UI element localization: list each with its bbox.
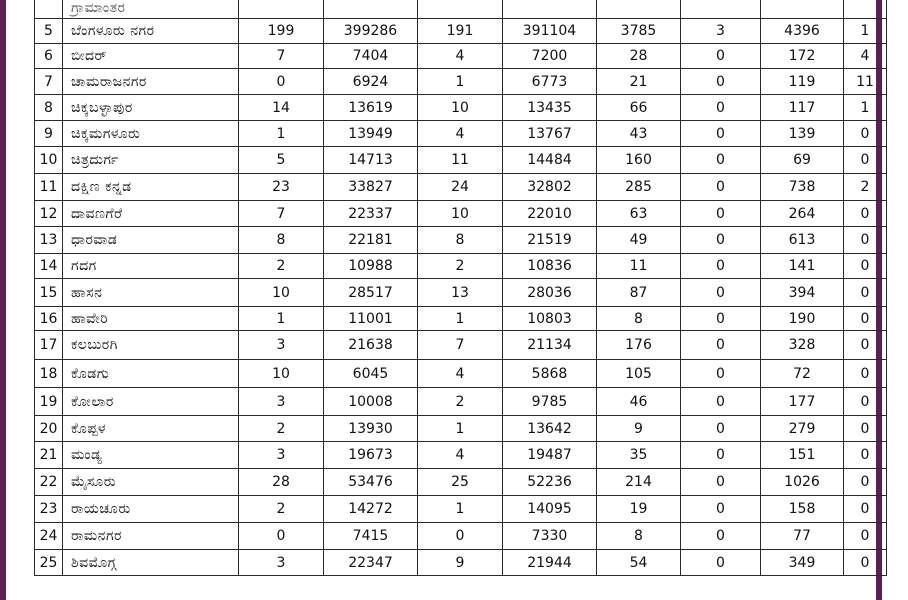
cell-col-3: 1 xyxy=(418,307,503,331)
cell-col-3: 4 xyxy=(418,442,503,469)
cell-col-6: 0 xyxy=(681,416,761,442)
cell-col-1: 28 xyxy=(239,469,324,496)
table-row xyxy=(35,388,887,416)
cell-col-1: 2 xyxy=(239,416,324,442)
cell-district: ಚಿತ್ರದುರ್ಗ xyxy=(63,147,239,174)
cell-col-2: 7415 xyxy=(324,523,418,550)
cell-col-2: 13949 xyxy=(324,121,418,147)
cell-col-5: 54 xyxy=(597,550,681,576)
cell-col-1: 23 xyxy=(239,174,324,201)
cell-col-1: 3 xyxy=(239,331,324,360)
cell-col-4: 7200 xyxy=(503,44,597,69)
cell-col-3: 11 xyxy=(418,147,503,174)
cell-col-8: 0 xyxy=(844,496,887,523)
table-row xyxy=(35,550,887,576)
table-row xyxy=(35,147,887,174)
cell-col-2: 399286 xyxy=(324,19,418,44)
cell-col-6: 0 xyxy=(681,227,761,254)
cell-district: ಬೀದರ್ xyxy=(63,44,239,69)
cell-col-5: 9 xyxy=(597,416,681,442)
cell-col-3: 25 xyxy=(418,469,503,496)
table-row xyxy=(35,279,887,307)
cell-col-3: 8 xyxy=(418,227,503,254)
cell-col-8: 0 xyxy=(844,360,887,388)
cell-col-7: 151 xyxy=(761,442,844,469)
cell-col-8: 0 xyxy=(844,550,887,576)
cell-col-3: 4 xyxy=(418,44,503,69)
cell-col-8: 0 xyxy=(844,331,887,360)
cell-col-4: 14484 xyxy=(503,147,597,174)
cell-col-5: 3785 xyxy=(597,19,681,44)
cell-district: ಹಾವೇರಿ xyxy=(63,307,239,331)
cell-col-7: 613 xyxy=(761,227,844,254)
cell-no: 25 xyxy=(35,550,63,576)
cell-col-2: 22347 xyxy=(324,550,418,576)
cell-col-7: 119 xyxy=(761,69,844,95)
cell-col-8: 0 xyxy=(844,279,887,307)
cell-col-5: 160 xyxy=(597,147,681,174)
cell-col-8: 0 xyxy=(844,121,887,147)
cell-district: ಕಲಬುರಗಿ xyxy=(63,331,239,360)
cell-col-1: 2 xyxy=(239,496,324,523)
cell-no: 22 xyxy=(35,469,63,496)
cell-col-2: 7404 xyxy=(324,44,418,69)
cell-district: ಬೆಂಗಳೂರು ನಗರ xyxy=(63,19,239,44)
table-row xyxy=(35,469,887,496)
table-row xyxy=(35,254,887,279)
table-row xyxy=(35,307,887,331)
cell-col-2: 6045 xyxy=(324,360,418,388)
cell-col-7: 4396 xyxy=(761,19,844,44)
cell-district: ರಾಯಚೂರು xyxy=(63,496,239,523)
cell-no: 13 xyxy=(35,227,63,254)
cell-col-5: 35 xyxy=(597,442,681,469)
cell-district: ಚಾಮರಾಜನಗರ xyxy=(63,69,239,95)
cell-col-7: 117 xyxy=(761,95,844,121)
cell-col-3: 24 xyxy=(418,174,503,201)
cell-col-4: 9785 xyxy=(503,388,597,416)
cell-col-1: 3 xyxy=(239,388,324,416)
cell-district: ಗ್ರಾಮಾಂತರ xyxy=(63,0,239,19)
cell-col-6: 0 xyxy=(681,147,761,174)
cell-no: 10 xyxy=(35,147,63,174)
cell-district: ಧಾರವಾಡ xyxy=(63,227,239,254)
table-row xyxy=(35,69,887,95)
cell-no: 18 xyxy=(35,360,63,388)
cell-district: ರಾಮನಗರ xyxy=(63,523,239,550)
cell-no: 16 xyxy=(35,307,63,331)
cell-district: ಕೊಪ್ಪಳ xyxy=(63,416,239,442)
cell-col-7: 1026 xyxy=(761,469,844,496)
cell-col-6: 0 xyxy=(681,496,761,523)
cell-district: ದಕ್ಷಿಣ ಕನ್ನಡ xyxy=(63,174,239,201)
cell-col-1: 10 xyxy=(239,360,324,388)
cell-no: 5 xyxy=(35,19,63,44)
cell-col-4: 10836 xyxy=(503,254,597,279)
cell-col-4: 391104 xyxy=(503,19,597,44)
cell-col-2: 19673 xyxy=(324,442,418,469)
cell-col-7: 328 xyxy=(761,331,844,360)
cell-district: ದಾವಣಗೆರೆ xyxy=(63,201,239,227)
cell-col-3: 1 xyxy=(418,416,503,442)
cell-no: 8 xyxy=(35,95,63,121)
table-row xyxy=(35,227,887,254)
cell-col-7: 190 xyxy=(761,307,844,331)
cell-col-7: 158 xyxy=(761,496,844,523)
cell-col-8: 0 xyxy=(844,307,887,331)
cell-col-5: 8 xyxy=(597,307,681,331)
cell-no: 19 xyxy=(35,388,63,416)
cell-col-1: 1 xyxy=(239,307,324,331)
cell-no: 17 xyxy=(35,331,63,360)
cell-col-1: 5 xyxy=(239,147,324,174)
cell-col-6: 0 xyxy=(681,307,761,331)
cell-col-5: 285 xyxy=(597,174,681,201)
cell-no xyxy=(35,0,63,19)
cell-col-3: 13 xyxy=(418,279,503,307)
cell-col-6: 0 xyxy=(681,44,761,69)
cell-district: ಕೊಡಗು xyxy=(63,360,239,388)
cell-col-2: 33827 xyxy=(324,174,418,201)
cell-col-8: 11 xyxy=(844,69,887,95)
cell-col-2: 14713 xyxy=(324,147,418,174)
cell-col-1: 0 xyxy=(239,69,324,95)
cell-col-1: 3 xyxy=(239,442,324,469)
cell-district: ಶಿವಮೊಗ್ಗ xyxy=(63,550,239,576)
cell-col-6: 0 xyxy=(681,254,761,279)
cell-col-4: 6773 xyxy=(503,69,597,95)
cell-col-8: 0 xyxy=(844,416,887,442)
cell-col-3: 10 xyxy=(418,201,503,227)
cell-col-7: 139 xyxy=(761,121,844,147)
cell-col-6: 0 xyxy=(681,523,761,550)
cell-col-5: 21 xyxy=(597,69,681,95)
table-row-partial xyxy=(35,0,887,19)
cell-col-5: 63 xyxy=(597,201,681,227)
cell-no: 12 xyxy=(35,201,63,227)
cell-no: 11 xyxy=(35,174,63,201)
cell-col-7: 349 xyxy=(761,550,844,576)
cell-col-2: 10988 xyxy=(324,254,418,279)
cell-col-3: 7 xyxy=(418,331,503,360)
cell-col-5: 28 xyxy=(597,44,681,69)
cell-col-6: 0 xyxy=(681,550,761,576)
cell-district: ಕೋಲಾರ xyxy=(63,388,239,416)
district-stats-table-container xyxy=(34,0,874,576)
cell-col-8: 0 xyxy=(844,227,887,254)
cell-col-4: 7330 xyxy=(503,523,597,550)
cell-col-1: 1 xyxy=(239,121,324,147)
cell-col-7: 172 xyxy=(761,44,844,69)
cell-col-6: 0 xyxy=(681,201,761,227)
cell-col-8: 0 xyxy=(844,147,887,174)
cell-col-4: 22010 xyxy=(503,201,597,227)
cell-col-4: 21944 xyxy=(503,550,597,576)
cell-col-5: 19 xyxy=(597,496,681,523)
cell-no: 23 xyxy=(35,496,63,523)
cell-no: 6 xyxy=(35,44,63,69)
cell-col-8: 0 xyxy=(844,442,887,469)
cell-col-2: 53476 xyxy=(324,469,418,496)
cell-district: ಚಿಕ್ಕಮಗಳೂರು xyxy=(63,121,239,147)
cell-col-3: 191 xyxy=(418,19,503,44)
cell-col-3: 9 xyxy=(418,550,503,576)
cell-col-6: 3 xyxy=(681,19,761,44)
cell-col-6: 0 xyxy=(681,95,761,121)
cell-col-5: 105 xyxy=(597,360,681,388)
cell-col-1: 0 xyxy=(239,523,324,550)
cell-district: ಮೈಸೂರು xyxy=(63,469,239,496)
table-row xyxy=(35,44,887,69)
cell-col-6: 0 xyxy=(681,388,761,416)
cell-col-6: 0 xyxy=(681,69,761,95)
cell-col-2: 22181 xyxy=(324,227,418,254)
cell-col-7: 177 xyxy=(761,388,844,416)
table-row xyxy=(35,174,887,201)
cell-col-4: 14095 xyxy=(503,496,597,523)
cell-district: ಚಿಕ್ಕಬಳ್ಳಾಪುರ xyxy=(63,95,239,121)
table-row xyxy=(35,121,887,147)
cell-col-5: 49 xyxy=(597,227,681,254)
table-row xyxy=(35,201,887,227)
cell-col-7: 72 xyxy=(761,360,844,388)
cell-col-3: 2 xyxy=(418,388,503,416)
cell-col-8: 2 xyxy=(844,174,887,201)
cell-no: 7 xyxy=(35,69,63,95)
cell-col-3: 0 xyxy=(418,523,503,550)
cell-col-5: 8 xyxy=(597,523,681,550)
cell-no: 21 xyxy=(35,442,63,469)
cell-col-8: 1 xyxy=(844,95,887,121)
cell-col-7: 69 xyxy=(761,147,844,174)
cell-col-6: 0 xyxy=(681,121,761,147)
cell-col-2: 6924 xyxy=(324,69,418,95)
cell-col-4: 13642 xyxy=(503,416,597,442)
page-border-left xyxy=(0,0,6,600)
cell-col-2: 13930 xyxy=(324,416,418,442)
cell-col-3: 1 xyxy=(418,69,503,95)
cell-col-3: 2 xyxy=(418,254,503,279)
cell-col-8: 0 xyxy=(844,201,887,227)
cell-col-8: 4 xyxy=(844,44,887,69)
cell-col-6: 0 xyxy=(681,469,761,496)
cell-col-2: 13619 xyxy=(324,95,418,121)
cell-col-6: 0 xyxy=(681,331,761,360)
cell-col-1: 199 xyxy=(239,19,324,44)
table-row xyxy=(35,496,887,523)
cell-col-7: 77 xyxy=(761,523,844,550)
table-row xyxy=(35,95,887,121)
cell-col-4: 19487 xyxy=(503,442,597,469)
cell-col-6: 0 xyxy=(681,442,761,469)
table-row xyxy=(35,416,887,442)
cell-col-4: 13767 xyxy=(503,121,597,147)
cell-col-4: 21134 xyxy=(503,331,597,360)
cell-col-5: 176 xyxy=(597,331,681,360)
cell-col-1: 3 xyxy=(239,550,324,576)
cell-no: 15 xyxy=(35,279,63,307)
cell-col-2: 10008 xyxy=(324,388,418,416)
cell-col-7: 141 xyxy=(761,254,844,279)
cell-col-4: 5868 xyxy=(503,360,597,388)
cell-district: ಹಾಸನ xyxy=(63,279,239,307)
cell-col-8: 0 xyxy=(844,254,887,279)
cell-col-8: 0 xyxy=(844,469,887,496)
cell-col-4: 32802 xyxy=(503,174,597,201)
table-row xyxy=(35,523,887,550)
district-stats-table xyxy=(34,0,887,576)
cell-col-4: 13435 xyxy=(503,95,597,121)
table-row xyxy=(35,360,887,388)
cell-col-6: 0 xyxy=(681,279,761,307)
cell-col-7: 279 xyxy=(761,416,844,442)
cell-col-2: 14272 xyxy=(324,496,418,523)
cell-col-4: 28036 xyxy=(503,279,597,307)
cell-col-6: 0 xyxy=(681,174,761,201)
cell-no: 24 xyxy=(35,523,63,550)
cell-col-2: 28517 xyxy=(324,279,418,307)
cell-col-1: 7 xyxy=(239,44,324,69)
cell-col-5: 87 xyxy=(597,279,681,307)
cell-col-4: 52236 xyxy=(503,469,597,496)
cell-col-5: 66 xyxy=(597,95,681,121)
cell-col-2: 21638 xyxy=(324,331,418,360)
cell-col-1: 7 xyxy=(239,201,324,227)
cell-col-5: 11 xyxy=(597,254,681,279)
cell-col-4: 10803 xyxy=(503,307,597,331)
table-row xyxy=(35,331,887,360)
cell-col-1: 8 xyxy=(239,227,324,254)
cell-col-1: 2 xyxy=(239,254,324,279)
table-row xyxy=(35,19,887,44)
cell-col-7: 738 xyxy=(761,174,844,201)
cell-col-1: 10 xyxy=(239,279,324,307)
cell-col-2: 11001 xyxy=(324,307,418,331)
cell-col-5: 43 xyxy=(597,121,681,147)
table-row xyxy=(35,442,887,469)
cell-col-3: 1 xyxy=(418,496,503,523)
cell-col-4: 21519 xyxy=(503,227,597,254)
cell-col-7: 264 xyxy=(761,201,844,227)
cell-col-8: 1 xyxy=(844,19,887,44)
cell-col-5: 214 xyxy=(597,469,681,496)
cell-no: 9 xyxy=(35,121,63,147)
cell-col-7: 394 xyxy=(761,279,844,307)
cell-col-3: 10 xyxy=(418,95,503,121)
cell-col-8: 0 xyxy=(844,388,887,416)
cell-col-8: 0 xyxy=(844,523,887,550)
cell-district: ಮಂಡ್ಯ xyxy=(63,442,239,469)
cell-col-5: 46 xyxy=(597,388,681,416)
cell-col-6: 0 xyxy=(681,360,761,388)
cell-col-2: 22337 xyxy=(324,201,418,227)
cell-no: 20 xyxy=(35,416,63,442)
cell-district: ಗದಗ xyxy=(63,254,239,279)
cell-col-1: 14 xyxy=(239,95,324,121)
cell-no: 14 xyxy=(35,254,63,279)
cell-col-3: 4 xyxy=(418,121,503,147)
cell-col-3: 4 xyxy=(418,360,503,388)
